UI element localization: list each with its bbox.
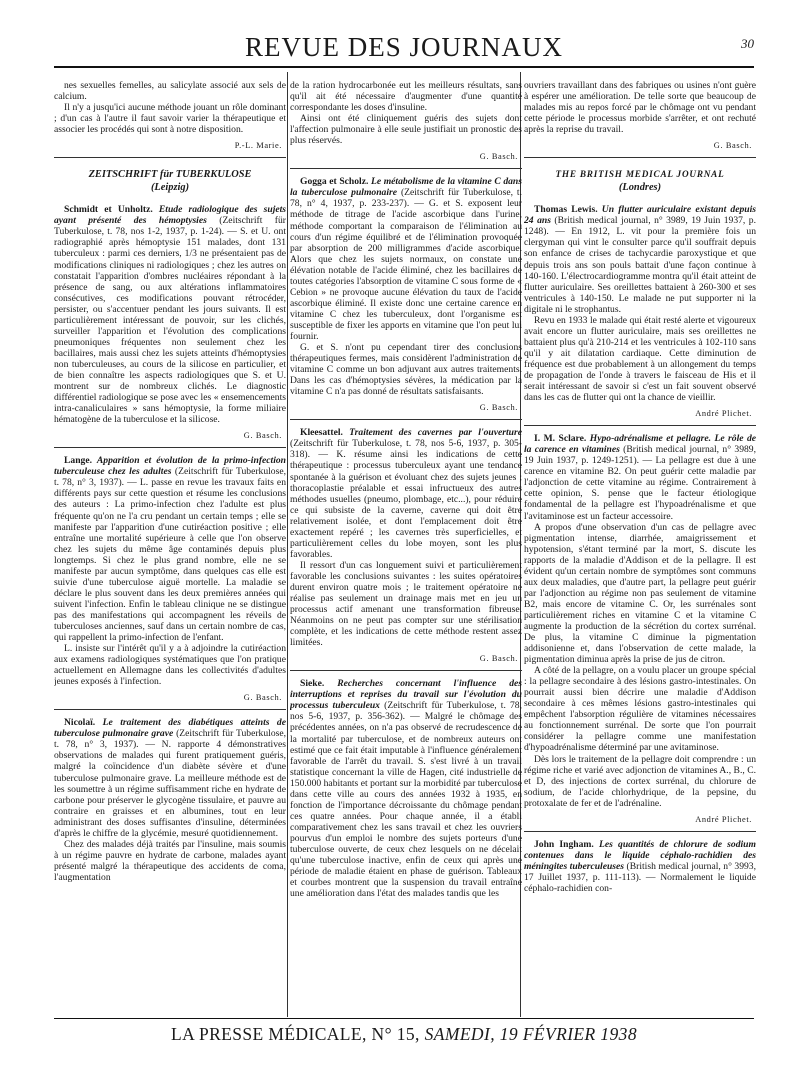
article (524, 204, 756, 314)
article-title: Le métabolisme de la vitamine C dans la tuberculose pulmonaire (290, 176, 522, 199)
article-body: (British medical journal, n° 3989, 19 Juin 1937, p. 1249-1251). — La pellagre est due à une carence en vitamine B2. On peut guérir cette maladie par l'adjonction de cette vitamine au régime. Contrairement à cette opinion, S. pense que le facteur étiologique fondamental de la pellagre est l'hypoadrénalisme et que l'avitaminose est un facteur accessoire. (524, 444, 756, 522)
article-title: Le traitement des diabétiques atteints de tuberculose pulmonaire grave (54, 717, 286, 740)
article (290, 176, 522, 342)
signature: G. Basch. (243, 431, 282, 441)
article-body: (Zeitschrift für Tuberkulose, t. 78, n° 3, 1937). — N. rapporte 4 démonstratives observations de malades qui furent pratiquement guéris, malgré la coïncidence d'un diabète sévère et d'une tuberculose pulmonaire grave. La meilleure méthode est de les soumettre à un régime suffisamment riche en hydrate de carbone pour préserver le glycogène tissulaire, et pauvre au contraire en graisses et en albumines, tout en leur administrant des doses suffisantes d'insuline, déterminées d'après le chiffre de la glycémie, mesuré quotidiennement. (54, 728, 286, 839)
section-title: ZEITSCHRIFT für TUBERKULOSE (88, 169, 252, 181)
article-body: (Zeitschrift für Tuberkulose, t. 78, n° 4, 1937, p. 233-237). — G. et S. exposent leur méthode de titrage de l'acide ascorbique dans l'urine, méthode comportant la comparaison de l'élimination au cours d'un régime équilibré et de l'élimination provoquée par absorption de 200 milligrammes d'acide ascorbique. Alors que chez les sujets normaux, on constate une élévation notable de l'acide éliminé, chez les bacillaires de toutes catégories l'absorption de vitamine C sous forme de « Cebion » ne provoque aucune élévation du taux de l'acide ascorbique éliminé. Il existe donc une certaine carence en vitamine C chez les tuberculeux, dont l'organisme est susceptible de fixer les apports en vitamine que l'on peut lui fournir. (290, 187, 522, 342)
signature: G. Basch. (243, 693, 282, 703)
article-body: (Zeitschrift für Tuberkulose, t. 78, n° 3, 1937). — L. passe en revue les travaux faits en différents pays sur cette question et résume les conclusions des auteurs : La primo-infection chez l'adulte est plus fréquente qu'on ne l'a cru pendant un certain temps ; elle se manifeste par l'apparition d'une cutiréaction positive ; elle entraîne une mortalité supérieure à celle que l'on observe chez les sujets du même âge contaminés depuis plus longtemps. Si chez le plus grand nombre, elle ne se manifeste par aucun symptôme, dans quelques cas elle est suivie d'une tuberculose aiguë mortelle. La maladie se déclare le plus souvent dans les deux premières années qui suivent l'infection. Enfin le tableau clinique ne se distingue pas des manifestations qui accompagnent les réveils de tuberculoses anciennes, sauf dans un certain nombre de cas, qui rappellent la primo-infection de l'enfant. (54, 466, 286, 644)
footer-day: SAMEDI, (424, 1024, 495, 1044)
signature: André Plichet. (695, 409, 752, 419)
footer-rule (54, 1018, 754, 1019)
section-city: (Londres) (618, 182, 662, 194)
article-authors: John Ingham. (534, 838, 594, 850)
article-title: Traitement des cavernes par l'ouverture (349, 427, 522, 439)
separator (524, 157, 756, 158)
paragraph: Dès lors le traitement de la pellagre doit comprendre : un régime riche et varié avec adjonction de vitamines A., B., C. et D, des injections de cortex surrénal, du chlorure de sodium, de l'acide chlorhydrique, de la pepsine, du protoxalate de fer et de l'adrénaline. (524, 753, 756, 809)
article-title: Les quantités de chlorure de sodium contenues dans le liquide céphalo-rachidien des méningites tuberculeuses (524, 838, 756, 872)
article (54, 717, 286, 839)
footer-date: 19 FÉVRIER 1938 (499, 1024, 637, 1044)
separator (524, 425, 756, 426)
article-authors: Kleesattel. (300, 427, 343, 439)
article-authors: Gogga et Scholz. (300, 176, 369, 188)
paragraph: A propos d'une observation d'un cas de pellagre avec pigmentation intense, diarrhée, amaigrissement et hypotension, s'étant terminé par la mort, S. discute les rapports de la maladie d'Addison et de la pellagre. Il est évident qu'un certain nombre de symptômes sont communs aux deux maladies, que d'autre part, la pellagre peut guérir par l'adjonction au régime non pas seulement de vitamine B2, mais encore de vitamine C. Or, les surrénales sont particulièrement riches en vitamine C et la vitamine C augmente la production de la sécrétion du cortex surrénal. De plus, la vitamine C diminue la pigmentation addisonienne et, dans l'observation de cette malade, la pigmentation diminua après la prise de jus de citron. (524, 521, 756, 666)
page-number: 30 (741, 36, 754, 51)
article (54, 455, 286, 643)
article-body: (British medical journal, n° 3993, 17 Juillet 1937, p. 111-113). — Normalement le liquide céphalo-rachidien con- (524, 860, 756, 894)
separator (290, 419, 522, 420)
article-authors: Schmidt et Unholtz. (64, 204, 153, 216)
page-footer (54, 1024, 754, 1045)
page-header (54, 28, 754, 64)
paragraph: Il n'y a jusqu'ici aucune méthode jouant un rôle dominant ; d'un cas à l'autre il faut savoir varier la thérapeutique et associer les procédés qui sont à notre disposition. (54, 102, 286, 136)
separator (290, 670, 522, 671)
article-title: Recherches concernant l'influence des interruptions et reprises du travail sur l'évolution du processus tuberculeux (290, 678, 522, 712)
header-rule (54, 66, 754, 68)
separator (54, 157, 286, 158)
paragraph: G. et S. n'ont pu cependant tirer des conclusions thérapeutiques fermes, mais considèrent l'administration de vitamine C comme un bon adjuvant aux autres traitements. Dans les cas d'hémoptysies sévères, la médication par la vitamine C n'a pas donné de résultats satisfaisants. (290, 342, 522, 398)
article (54, 204, 286, 425)
paragraph: Chez des malades déjà traités par l'insuline, mais soumis à un régime pauvre en hydrate de carbone, malades ayant présenté malgré la thérapeutique des accidents de coma, l'augmentation (54, 838, 286, 883)
paragraph: Revu en 1933 le malade qui était resté alerte et vigoureux avait encore un flutter auriculaire, mais ses oreillettes ne battaient plus qu'à 210-214 et les ventricules à 102-110 sans qu'il y ait dilatation cardiaque. Cette diminution de fréquence est due probablement à un allongement du temps de propagation de l'onde à travers le faisceau de His et il serait intéressant de savoir si c'est un fait souvent observé dans les cas de flutter qui ont la chance de vieillir. (524, 314, 756, 404)
signature: G. Basch. (713, 141, 752, 151)
signature: G. Basch. (479, 152, 518, 162)
journal-title: REVUE DES JOURNAUX (244, 32, 563, 62)
separator (290, 168, 522, 169)
article (290, 427, 522, 560)
paragraph: A côté de la pellagre, on a voulu placer un groupe spécial : la pellagre secondaire à des lésions gastro-intestinales. On pourrait aussi bien décrire une maladie d'Addison secondaire à ces mêmes lésions gastro-intestinales qui empêchent l'absorption régulière de vitamines nécessaires au fonctionnement surrénal. De sorte que l'on pourrait considérer la pellagre comme une manifestation d'hypoadrénalisme déterminé par une avitaminose. (524, 665, 756, 754)
separator (54, 447, 286, 448)
article-body: (Zeitschrift für Tuberkulose, t. 78, nos 1-2, 1937, p. 1-24). — S. et U. ont radiographié après hémoptysie 151 malades, dont 131 tuberculeux : parmi ces derniers, 1/3 ne présentaient pas de modifications cliniques ni radiologiques ; chez les autres on constatait l'apparition d'ombres nucléaires répondant à la présence de sang, ou aux altérations inflammatoires consécutives, ces modifications pouvant rétrocéder, persister, ou s'accentuer pendant les jours suivants. Il est particulièrement intéressant de pouvoir, sur les clichés, surveiller l'apparition et l'évolution des complications pneumoniques fréquentes non seulement chez les bacillaires, mais aussi chez les sujets atteints d'hémoptysies non tuberculeuses, au cours de la silicose en particulier, et de bien connaître les aspects radiologiques que S. et U. montrent sur de nombreux clichés. Le diagnostic différentiel radiologique se pose avec les « ensemencements intra-canaliculaires » sans hémoptysie, la forme miliaire hématogène de la tuberculose et la silicose. (54, 215, 286, 426)
article-body: (British medical journal, n° 3989, 19 Juin 1937, p. 1248). — En 1912, L. vit pour la première fois un clergyman qui vint le consulter parce qu'il souffrait depuis son enfance de crises de tachycardie paroxystique et que depuis trois ans son pouls battait d'une façon continue à 140-160. L'électrocardiogramme montra qu'il était atteint de flutter auriculaire. Ses oreillettes battaient à 260-300 et ses ventricules à 140-150. Le malade ne put supporter ni la digitale ni le strophantus. (524, 215, 756, 315)
paragraph: Ainsi ont été cliniquement guéris des sujets dont l'affection pulmonaire à elle seule justifiait un pronostic des plus réservés. (290, 113, 522, 147)
separator (54, 709, 286, 710)
paragraph: nes sexuelles femelles, au salicylate associé aux sels de calcium. (54, 80, 286, 103)
signature: G. Basch. (479, 403, 518, 413)
footer-issue: N° 15, (371, 1024, 420, 1044)
paragraph: ouvriers travaillant dans des fabriques ou usines n'ont guère à espérer une amélioration. De telle sorte que beaucoup de malades mis au repos forcé par le chômage ont vu pendant cette période le processus morbide s'arrêter, et ont rechuté après la reprise du travail. (524, 80, 756, 136)
signature: G. Basch. (479, 654, 518, 664)
article-body: (Zeitschrift für Tuberkulose, t. 78, nos 5-6, 1937, p. 305-318). — K. résume ainsi les indications de cette thérapeutique : processus tuberculeux ayant une tendance spontanée à la guérison et évoluant chez des sujets jeunes ; thoracoplastie préalable et essai infructueux des autres méthodes usuelles (pneumo, plombage, etc...), pour réduire ce qui subsiste de la caverne, caverne qui doit être relativement isolée, et dont l'emplacement doit être exactement repéré ; les cavernes très superficielles, et particulièrement celles du lobe moyen, sont les plus favorables. (290, 438, 522, 560)
article-authors: Nicolaï. (64, 717, 96, 729)
column-divider (287, 72, 288, 1017)
column-3 (524, 80, 756, 1012)
paragraph: L. insiste sur l'intérêt qu'il y a à adjoindre la cutiréaction aux examens radiologiques systématiques que l'on pratique actuellement en Allemagne dans les collectivités d'adultes jeunes exposés à l'infection. (54, 643, 286, 688)
article-title: Apparition et évolution de la primo-infection tuberculeuse chez les adultes (54, 455, 286, 478)
footer-journal: LA PRESSE MÉDICALE, (171, 1024, 367, 1044)
column-2 (290, 80, 522, 1012)
signature: André Plichet. (695, 814, 752, 824)
article-body: (Zeitschrift für Tuberkulose, t. 78, nos 5-6, 1937, p. 356-362). — Malgré le chômage des précédentes années, on n'a pas observé de recrudescence de la mortalité par tuberculose, et de nombreux auteurs ont estimé que ce fait était imputable à l'influence généralement favorable de l'arrêt du travail. S. s'est livré à un travail statistique concernant la ville de Hagen, cité industrielle de 150.000 habitants et portant sur la morbidité par tuberculose dans cette ville au cours des années 1932 à 1935, en fonction de l'importance décroissante du chômage pendant ces quatre années. Pour chaque année, il a établi comparativement chez les sans travail et chez les ouvriers pourvus d'un emploi le nombre des sujets porteurs d'une tuberculose ouverte, de ceux chez lesquels on ne décelait qu'une tuberculose inactive, enfin de ceux qui après une période de maladie étaient en phase de guérison. Tableaux et courbes montrent que la suspension du travail entraîne une amélioration dans l'état des malades tandis que les (290, 700, 522, 900)
article (524, 839, 756, 894)
article-title: Un flutter auriculaire existant depuis 24 ans (524, 204, 756, 227)
article-authors: Thomas Lewis. (534, 204, 598, 216)
column-1 (54, 80, 286, 1012)
article-title: Hypo-adrénalisme et pellagre. Le rôle de la carence en vitamines (524, 433, 756, 456)
article-title: Etude radiologique des sujets ayant présenté des hémoptysies (54, 204, 286, 227)
paragraph: Il ressort d'un cas longuement suivi et particulièrement favorable les conclusions suivantes : les suites opératoires durent environ quatre mois ; le traitement opératoire ne réalise pas seulement un drainage mais met en jeu un processus actif amenant une transformation fibreuse. Néanmoins on ne peut pas compter sur une stérilisation complète, et les indications de cette méthode restent assez limitées. (290, 559, 522, 649)
article (524, 433, 756, 521)
article-authors: Lange. (64, 455, 92, 467)
article (290, 678, 522, 899)
section-city: (Leipzig) (150, 182, 190, 194)
section-title: THE BRITISH MEDICAL JOURNAL (555, 169, 725, 180)
separator (524, 831, 756, 832)
article-authors: Sieke. (300, 678, 325, 690)
paragraph: de la ration hydrocarbonée eut les meilleurs résultats, sans qu'il ait été nécessaire d'augmenter d'une quantité correspondante les doses d'insuline. (290, 80, 522, 114)
signature: P.-L. Marie. (234, 141, 282, 151)
article-authors: I. M. Sclare. (534, 433, 587, 445)
